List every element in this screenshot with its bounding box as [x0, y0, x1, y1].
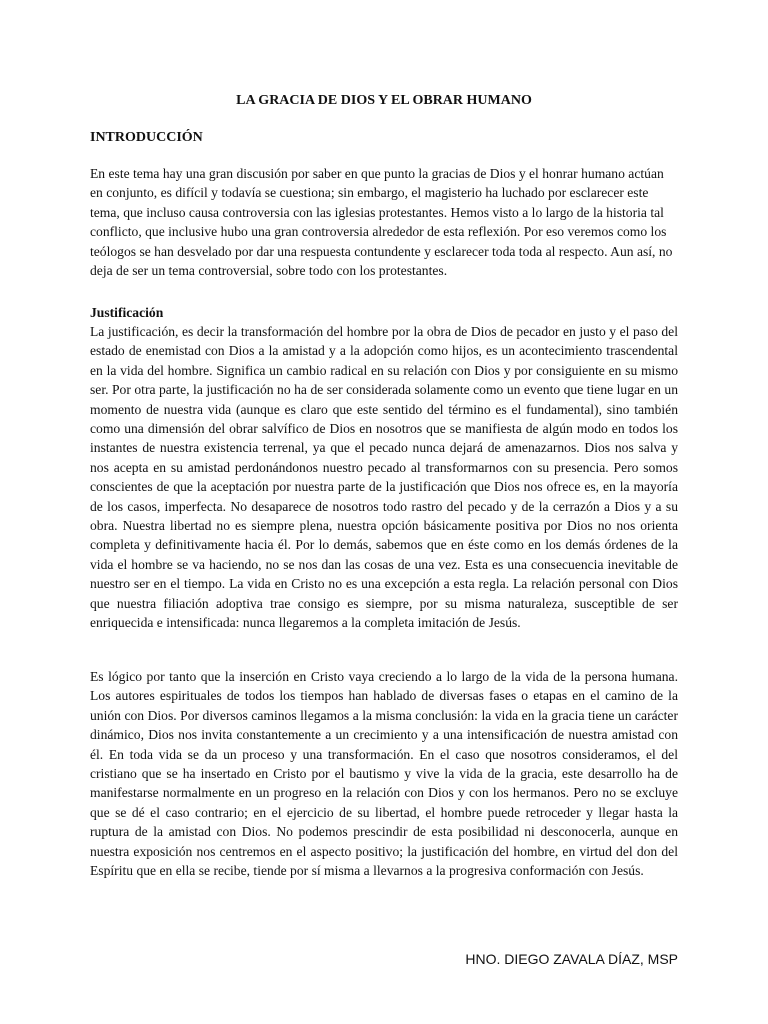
document-title: LA GRACIA DE DIOS Y EL OBRAR HUMANO — [236, 93, 532, 108]
intro-heading: INTRODUCCIÓN — [90, 130, 203, 145]
intro-paragraph: En este tema hay una gran discusión por saber en que punto la gracias de Dios y el honrar humano actúan en conjunto, es difícil y todavía se cuestiona; sin embargo, el magisterio ha luchado por esclarecer este tema, que incluso causa controversia con las iglesias protestantes. Hemos visto a lo largo de la historia tal conflicto, que inclusive hubo una gran controversia alrededor de esta reflexión. Por eso veremos como los teólogos se han desvelado por dar una respuesta contundente y esclarecer toda toda al respecto. Aun así, no deja de ser un tema controversial, sobre todo con los protestantes. — [90, 166, 673, 279]
justification-heading: Justificación — [90, 305, 164, 320]
justification-paragraph: La justificación, es decir la transformación del hombre por la obra de Dios de pecador en justo y el paso del estado de enemistad con Dios a la amistad y a la adopción como hijos, es un acontecimiento trascendental en la vida del hombre. Significa un cambio radical en su relación con Dios y por consiguiente en su mismo ser. Por otra parte, la justificación no ha de ser considerada solamente como un evento que tiene lugar en un momento de nuestra vida (aunque es claro que este sentido del término es el fundamental), sino también como una dimensión del obrar salvífico de Dios en nosotros que se manifiesta de algún modo en todos los instantes de nuestra existencia terrenal, ya que el pecado nunca dejará de amenazarnos. Dios nos salva y nos acepta en su amistad perdonándonos nuestro pecado al transformarnos con su presencia. Pero somos conscientes de que la aceptación por nuestra parte de la justificación que Dios nos ofrece es, en la mayoría de los casos, imperfecta. No desaparece de nosotros todo rastro del pecado y de la cerrazón a Dios y a su obra. Nuestra libertad no es siempre plena, nuestra opción básicamente positiva por Dios no nos orienta completa y definitivamente hacia él. Por lo demás, sabemos que en éste como en los demás órdenes de la vida el hombre se va haciendo, no se nos dan las cosas de una vez. Esta es una consecuencia inevitable de nuestro ser en el tiempo. La vida en Cristo no es una excepción a esta regla. La relación personal con Dios que nuestra filiación adoptiva trae consigo es siempre, por su misma naturaleza, susceptible de ser enriquecida e intensificada: nunca llegaremos a la completa imitación de Jesús. — [90, 324, 678, 631]
logic-paragraph: Es lógico por tanto que la inserción en Cristo vaya creciendo a lo largo de la vida de la persona humana. Los autores espirituales de todos los tiempos han hablado de diversas fases o etapas en el camino de la unión con Dios. Por diversos caminos llegamos a la misma conclusión: la vida en la gracia tiene un carácter dinámico, Dios nos invita constantemente a un crecimiento y a una intensificación de nuestra amistad con él. En toda vida se da un proceso y una transformación. En el caso que nosotros consideramos, el del cristiano que se ha insertado en Cristo por el bautismo y vive la vida de la gracia, este desarrollo ha de manifestarse normalmente en un progreso en la relación con Dios y con los hermanos. Pero no se excluye que se dé el caso contrario; en el ejercicio de su libertad, el hombre puede retroceder y llegar hasta la ruptura de la amistad con Dios. No podemos prescindir de esta posibilidad ni desconocerla, aunque en nuestra exposición nos centremos en el aspecto positivo; la justificación del hombre, en virtud del don del Espíritu que en ella se recibe, tiende por sí misma a llevarnos a la progresiva conformación con Jesús. — [90, 669, 678, 879]
author-signature: HNO. DIEGO ZAVALA DÍAZ, MSP — [465, 951, 678, 967]
